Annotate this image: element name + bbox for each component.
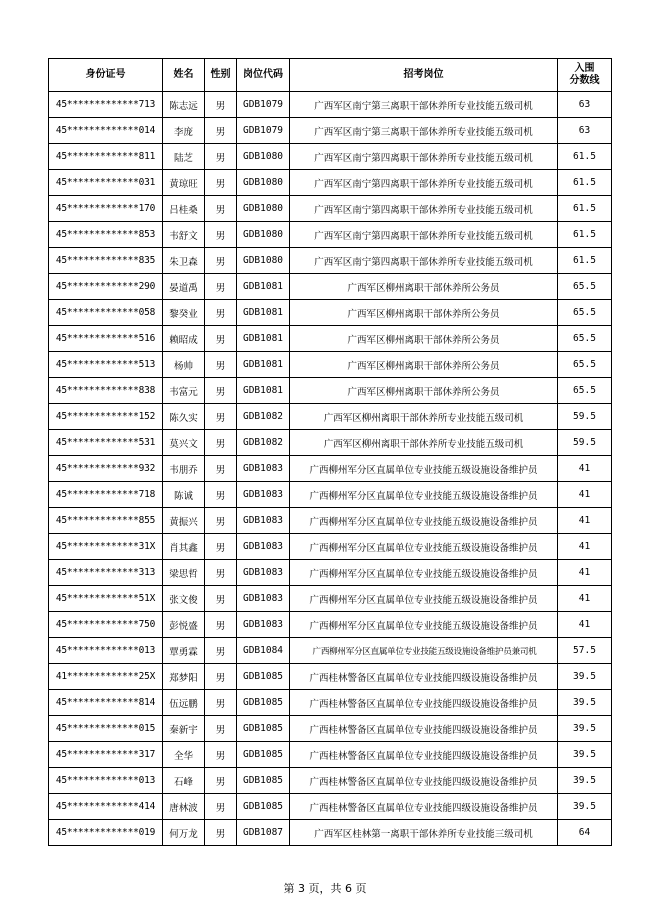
position-cell: 广西军区柳州离职干部休养所公务员 [290, 326, 558, 352]
id-cell: 41*************25X [49, 664, 163, 690]
score-cell: 65.5 [558, 300, 612, 326]
gender-cell: 男 [205, 664, 237, 690]
gender-cell: 男 [205, 742, 237, 768]
score-cell: 41 [558, 482, 612, 508]
code-cell: GDB1083 [237, 560, 290, 586]
name-cell: 黄琼旺 [163, 170, 205, 196]
gender-cell: 男 [205, 352, 237, 378]
table-row [49, 92, 612, 118]
id-cell: 45*************414 [49, 794, 163, 820]
name-cell: 韦朋乔 [163, 456, 205, 482]
score-cell: 57.5 [558, 638, 612, 664]
id-cell: 45*************013 [49, 638, 163, 664]
position-cell: 广西军区柳州离职干部休养所公务员 [290, 274, 558, 300]
position-cell: 广西桂林警备区直属单位专业技能四级设施设备维护员 [290, 716, 558, 742]
position-cell: 广西桂林警备区直属单位专业技能四级设施设备维护员 [290, 664, 558, 690]
name-cell: 陈诚 [163, 482, 205, 508]
score-cell: 61.5 [558, 248, 612, 274]
table-header-row [49, 59, 612, 92]
table-row [49, 794, 612, 820]
id-cell: 45*************290 [49, 274, 163, 300]
position-cell: 广西桂林警备区直属单位专业技能四级设施设备维护员 [290, 794, 558, 820]
table-row [49, 690, 612, 716]
gender-cell: 男 [205, 118, 237, 144]
table-row [49, 612, 612, 638]
name-cell: 李庞 [163, 118, 205, 144]
name-cell: 张文俊 [163, 586, 205, 612]
table-row [49, 664, 612, 690]
table-row [49, 456, 612, 482]
position-cell: 广西军区桂林第一离职干部休养所专业技能三级司机 [290, 820, 558, 846]
position-cell: 广西军区柳州离职干部休养所专业技能五级司机 [290, 404, 558, 430]
code-cell: GDB1085 [237, 768, 290, 794]
id-cell: 45*************51X [49, 586, 163, 612]
gender-cell: 男 [205, 430, 237, 456]
score-cell: 41 [558, 456, 612, 482]
table-row [49, 170, 612, 196]
page-footer: 第 3 页，共 6 页 [283, 882, 367, 895]
score-cell: 41 [558, 560, 612, 586]
table-row [49, 716, 612, 742]
id-cell: 45*************170 [49, 196, 163, 222]
gender-cell: 男 [205, 768, 237, 794]
name-cell: 陈志远 [163, 92, 205, 118]
header-position: 招考岗位 [290, 59, 558, 92]
code-cell: GDB1079 [237, 92, 290, 118]
score-cell: 61.5 [558, 144, 612, 170]
header-name: 姓名 [163, 59, 205, 92]
table-row [49, 326, 612, 352]
score-cell: 59.5 [558, 404, 612, 430]
header-score-line2: 分数线 [569, 75, 600, 86]
name-cell: 秦新宇 [163, 716, 205, 742]
header-gender: 性别 [205, 59, 237, 92]
gender-cell: 男 [205, 534, 237, 560]
score-cell: 65.5 [558, 352, 612, 378]
name-cell: 黄振兴 [163, 508, 205, 534]
id-cell: 45*************855 [49, 508, 163, 534]
table-row [49, 638, 612, 664]
score-cell: 39.5 [558, 690, 612, 716]
score-cell: 61.5 [558, 196, 612, 222]
table-row [49, 742, 612, 768]
score-cell: 59.5 [558, 430, 612, 456]
score-cell: 41 [558, 508, 612, 534]
name-cell: 陆芝 [163, 144, 205, 170]
id-cell: 45*************932 [49, 456, 163, 482]
name-cell: 伍远鹏 [163, 690, 205, 716]
code-cell: GDB1081 [237, 274, 290, 300]
score-cell: 63 [558, 92, 612, 118]
code-cell: GDB1085 [237, 742, 290, 768]
id-cell: 45*************058 [49, 300, 163, 326]
table-row [49, 508, 612, 534]
name-cell: 韦富元 [163, 378, 205, 404]
name-cell: 吕桂桑 [163, 196, 205, 222]
id-cell: 45*************713 [49, 92, 163, 118]
table-row [49, 404, 612, 430]
gender-cell: 男 [205, 404, 237, 430]
id-cell: 45*************516 [49, 326, 163, 352]
code-cell: GDB1083 [237, 586, 290, 612]
name-cell: 何万龙 [163, 820, 205, 846]
table-row [49, 430, 612, 456]
position-cell: 广西军区南宁第四离职干部休养所专业技能五级司机 [290, 196, 558, 222]
id-cell: 45*************838 [49, 378, 163, 404]
gender-cell: 男 [205, 170, 237, 196]
table-row [49, 248, 612, 274]
code-cell: GDB1079 [237, 118, 290, 144]
score-cell: 65.5 [558, 378, 612, 404]
name-cell: 陈久实 [163, 404, 205, 430]
name-cell: 韦舒文 [163, 222, 205, 248]
id-cell: 45*************152 [49, 404, 163, 430]
score-cell: 41 [558, 612, 612, 638]
gender-cell: 男 [205, 378, 237, 404]
code-cell: GDB1085 [237, 716, 290, 742]
position-cell: 广西军区柳州离职干部休养所专业技能五级司机 [290, 430, 558, 456]
score-cell: 39.5 [558, 664, 612, 690]
position-cell: 广西军区柳州离职干部休养所公务员 [290, 378, 558, 404]
name-cell: 黎癸业 [163, 300, 205, 326]
id-cell: 45*************313 [49, 560, 163, 586]
table-row [49, 378, 612, 404]
code-cell: GDB1080 [237, 248, 290, 274]
code-cell: GDB1081 [237, 378, 290, 404]
id-cell: 45*************015 [49, 716, 163, 742]
score-cell: 39.5 [558, 742, 612, 768]
name-cell: 赖昭成 [163, 326, 205, 352]
score-cell: 39.5 [558, 794, 612, 820]
table-row [49, 144, 612, 170]
code-cell: GDB1084 [237, 638, 290, 664]
score-cell: 39.5 [558, 768, 612, 794]
position-cell: 广西柳州军分区直属单位专业技能五级设施设备维护员 [290, 612, 558, 638]
score-cell: 41 [558, 586, 612, 612]
gender-cell: 男 [205, 222, 237, 248]
position-cell: 广西军区南宁第四离职干部休养所专业技能五级司机 [290, 144, 558, 170]
id-cell: 45*************019 [49, 820, 163, 846]
gender-cell: 男 [205, 326, 237, 352]
header-score [558, 59, 612, 92]
name-cell: 朱卫森 [163, 248, 205, 274]
code-cell: GDB1085 [237, 690, 290, 716]
position-cell: 广西柳州军分区直属单位专业技能五级设施设备维护员 [290, 456, 558, 482]
table-row [49, 820, 612, 846]
code-cell: GDB1081 [237, 326, 290, 352]
score-cell: 41 [558, 534, 612, 560]
code-cell: GDB1080 [237, 144, 290, 170]
code-cell: GDB1080 [237, 170, 290, 196]
gender-cell: 男 [205, 612, 237, 638]
id-cell: 45*************317 [49, 742, 163, 768]
id-cell: 45*************811 [49, 144, 163, 170]
code-cell: GDB1080 [237, 222, 290, 248]
code-cell: GDB1083 [237, 534, 290, 560]
id-cell: 45*************31X [49, 534, 163, 560]
name-cell: 杨帅 [163, 352, 205, 378]
id-cell: 45*************750 [49, 612, 163, 638]
gender-cell: 男 [205, 196, 237, 222]
name-cell: 晏道禹 [163, 274, 205, 300]
position-cell: 广西柳州军分区直属单位专业技能五级设施设备维护员 [290, 534, 558, 560]
code-cell: GDB1082 [237, 404, 290, 430]
header-score-line1: 入围 [574, 63, 595, 74]
gender-cell: 男 [205, 508, 237, 534]
gender-cell: 男 [205, 638, 237, 664]
code-cell: GDB1083 [237, 482, 290, 508]
position-cell: 广西军区南宁第三离职干部休养所专业技能五级司机 [290, 118, 558, 144]
gender-cell: 男 [205, 716, 237, 742]
name-cell: 覃勇霖 [163, 638, 205, 664]
gender-cell: 男 [205, 144, 237, 170]
position-cell: 广西军区柳州离职干部休养所公务员 [290, 352, 558, 378]
name-cell: 莫兴文 [163, 430, 205, 456]
code-cell: GDB1081 [237, 300, 290, 326]
code-cell: GDB1081 [237, 352, 290, 378]
position-cell: 广西桂林警备区直属单位专业技能四级设施设备维护员 [290, 742, 558, 768]
id-cell: 45*************718 [49, 482, 163, 508]
name-cell: 全华 [163, 742, 205, 768]
position-cell: 广西柳州军分区直属单位专业技能五级设施设备维护员 [290, 586, 558, 612]
table-body [49, 92, 612, 846]
gender-cell: 男 [205, 300, 237, 326]
gender-cell: 男 [205, 794, 237, 820]
gender-cell: 男 [205, 248, 237, 274]
position-cell: 广西桂林警备区直属单位专业技能四级设施设备维护员 [290, 690, 558, 716]
table-row [49, 586, 612, 612]
position-cell: 广西军区柳州离职干部休养所公务员 [290, 300, 558, 326]
score-cell: 61.5 [558, 170, 612, 196]
score-cell: 64 [558, 820, 612, 846]
table-row [49, 482, 612, 508]
gender-cell: 男 [205, 586, 237, 612]
table-row [49, 300, 612, 326]
candidate-table [48, 58, 612, 846]
table-row [49, 768, 612, 794]
id-cell: 45*************814 [49, 690, 163, 716]
position-cell: 广西军区南宁第四离职干部休养所专业技能五级司机 [290, 222, 558, 248]
code-cell: GDB1085 [237, 664, 290, 690]
id-cell: 45*************513 [49, 352, 163, 378]
position-cell: 广西军区南宁第四离职干部休养所专业技能五级司机 [290, 170, 558, 196]
code-cell: GDB1083 [237, 508, 290, 534]
code-cell: GDB1085 [237, 794, 290, 820]
position-cell: 广西柳州军分区直属单位专业技能五级设施设备维护员兼司机 [290, 638, 558, 664]
name-cell: 郑梦阳 [163, 664, 205, 690]
gender-cell: 男 [205, 482, 237, 508]
header-id: 身份证号 [49, 59, 163, 92]
name-cell: 梁思哲 [163, 560, 205, 586]
score-cell: 65.5 [558, 274, 612, 300]
name-cell: 肖其鑫 [163, 534, 205, 560]
code-cell: GDB1082 [237, 430, 290, 456]
position-cell: 广西柳州军分区直属单位专业技能五级设施设备维护员 [290, 508, 558, 534]
gender-cell: 男 [205, 456, 237, 482]
table-row [49, 560, 612, 586]
id-cell: 45*************531 [49, 430, 163, 456]
header-code: 岗位代码 [237, 59, 290, 92]
position-cell: 广西军区南宁第四离职干部休养所专业技能五级司机 [290, 248, 558, 274]
gender-cell: 男 [205, 560, 237, 586]
position-cell: 广西军区南宁第三离职干部休养所专业技能五级司机 [290, 92, 558, 118]
score-cell: 63 [558, 118, 612, 144]
table-row [49, 274, 612, 300]
id-cell: 45*************031 [49, 170, 163, 196]
id-cell: 45*************835 [49, 248, 163, 274]
name-cell: 彭悦盛 [163, 612, 205, 638]
gender-cell: 男 [205, 92, 237, 118]
position-cell: 广西柳州军分区直属单位专业技能五级设施设备维护员 [290, 560, 558, 586]
id-cell: 45*************013 [49, 768, 163, 794]
id-cell: 45*************014 [49, 118, 163, 144]
code-cell: GDB1087 [237, 820, 290, 846]
table-row [49, 118, 612, 144]
table-row [49, 222, 612, 248]
score-cell: 39.5 [558, 716, 612, 742]
name-cell: 石峰 [163, 768, 205, 794]
table-row [49, 352, 612, 378]
score-cell: 65.5 [558, 326, 612, 352]
gender-cell: 男 [205, 690, 237, 716]
gender-cell: 男 [205, 274, 237, 300]
name-cell: 唐林波 [163, 794, 205, 820]
position-cell: 广西柳州军分区直属单位专业技能五级设施设备维护员 [290, 482, 558, 508]
code-cell: GDB1080 [237, 196, 290, 222]
position-cell: 广西桂林警备区直属单位专业技能四级设施设备维护员 [290, 768, 558, 794]
table-row [49, 534, 612, 560]
table-row [49, 196, 612, 222]
id-cell: 45*************853 [49, 222, 163, 248]
code-cell: GDB1083 [237, 612, 290, 638]
score-cell: 61.5 [558, 222, 612, 248]
gender-cell: 男 [205, 820, 237, 846]
code-cell: GDB1083 [237, 456, 290, 482]
